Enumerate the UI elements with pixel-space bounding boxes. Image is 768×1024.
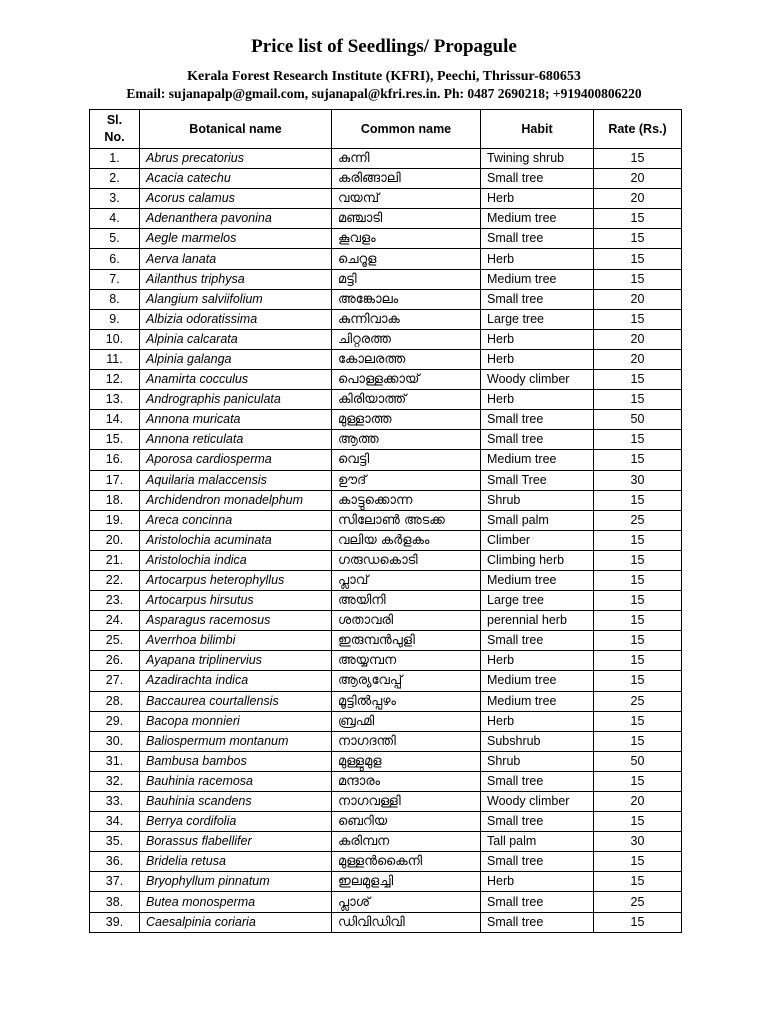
row-habit: Climbing herb: [481, 550, 594, 570]
row-botanical-name: Acacia catechu: [140, 169, 332, 189]
row-habit: Small tree: [481, 812, 594, 832]
contact-line: Email: sujanapalp@gmail.com, sujanapal@kfri.res.in. Ph: 0487 2690218; +919400806220: [126, 86, 642, 101]
row-rate: 15: [594, 530, 682, 550]
row-rate: 25: [594, 691, 682, 711]
table-row: [90, 370, 682, 390]
row-rate: 15: [594, 229, 682, 249]
row-sl-number: 13.: [90, 390, 140, 410]
row-botanical-name: Areca concinna: [140, 510, 332, 530]
row-botanical-name: Adenanthera pavonina: [140, 209, 332, 229]
row-common-name: മഞ്ചാടി: [332, 209, 481, 229]
row-habit: Small tree: [481, 229, 594, 249]
row-rate: 15: [594, 852, 682, 872]
row-rate: 25: [594, 510, 682, 530]
row-sl-number: 35.: [90, 832, 140, 852]
row-common-name: കുന്നി: [332, 149, 481, 169]
row-rate: 15: [594, 209, 682, 229]
row-botanical-name: Borassus flabellifer: [140, 832, 332, 852]
row-habit: Small tree: [481, 289, 594, 309]
row-sl-number: 30.: [90, 731, 140, 751]
row-common-name: വലിയ കർളകം: [332, 530, 481, 550]
row-botanical-name: Annona reticulata: [140, 430, 332, 450]
table-row: [90, 329, 682, 349]
row-common-name: മൂട്ടിൽപ്പഴം: [332, 691, 481, 711]
row-sl-number: 1.: [90, 149, 140, 169]
row-botanical-name: Averrhoa bilimbi: [140, 631, 332, 651]
row-common-name: ചെറൂള: [332, 249, 481, 269]
row-rate: 15: [594, 370, 682, 390]
row-habit: Climber: [481, 530, 594, 550]
row-botanical-name: Aristolochia acuminata: [140, 530, 332, 550]
row-habit: Medium tree: [481, 691, 594, 711]
row-habit: Herb: [481, 249, 594, 269]
row-rate: 15: [594, 591, 682, 611]
row-habit: Large tree: [481, 309, 594, 329]
row-habit: Shrub: [481, 751, 594, 771]
row-habit: Large tree: [481, 591, 594, 611]
row-botanical-name: Caesalpinia coriaria: [140, 912, 332, 932]
row-rate: 30: [594, 832, 682, 852]
row-rate: 15: [594, 390, 682, 410]
row-habit: Herb: [481, 711, 594, 731]
row-common-name: ബെറിയ: [332, 812, 481, 832]
table-row: [90, 872, 682, 892]
row-common-name: പ്ലാവ്: [332, 570, 481, 590]
table-row: [90, 309, 682, 329]
row-common-name: വെട്ടി: [332, 450, 481, 470]
row-botanical-name: Azadirachta indica: [140, 671, 332, 691]
table-row: [90, 510, 682, 530]
row-botanical-name: Bryophyllum pinnatum: [140, 872, 332, 892]
table-row: [90, 189, 682, 209]
row-common-name: ഇലമുളച്ചി: [332, 872, 481, 892]
table-row: [90, 711, 682, 731]
row-botanical-name: Baccaurea courtallensis: [140, 691, 332, 711]
table-row: [90, 651, 682, 671]
row-habit: Woody climber: [481, 370, 594, 390]
row-rate: 15: [594, 711, 682, 731]
row-sl-number: 37.: [90, 872, 140, 892]
row-common-name: അങ്കോലം: [332, 289, 481, 309]
row-sl-number: 29.: [90, 711, 140, 731]
row-rate: 15: [594, 309, 682, 329]
row-botanical-name: Butea monosperma: [140, 892, 332, 912]
row-sl-number: 10.: [90, 329, 140, 349]
row-sl-number: 2.: [90, 169, 140, 189]
row-habit: Tall palm: [481, 832, 594, 852]
row-botanical-name: Abrus precatorius: [140, 149, 332, 169]
row-common-name: ആര്യവേപ്പ്: [332, 671, 481, 691]
row-common-name: മുള്ളുമുള: [332, 751, 481, 771]
row-common-name: കരിമ്പന: [332, 832, 481, 852]
row-sl-number: 23.: [90, 591, 140, 611]
table-row: [90, 169, 682, 189]
row-common-name: കുന്നിവാക: [332, 309, 481, 329]
row-habit: Woody climber: [481, 792, 594, 812]
row-sl-number: 31.: [90, 751, 140, 771]
row-common-name: കോലരത്ത: [332, 349, 481, 369]
page-title: Price list of Seedlings/ Propagule: [251, 36, 517, 57]
row-rate: 15: [594, 631, 682, 651]
row-botanical-name: Aerva lanata: [140, 249, 332, 269]
row-common-name: പൊള്ളക്കായ്: [332, 370, 481, 390]
table-row: [90, 812, 682, 832]
table-row: [90, 530, 682, 550]
row-botanical-name: Andrographis paniculata: [140, 390, 332, 410]
row-botanical-name: Anamirta cocculus: [140, 370, 332, 390]
row-habit: Small palm: [481, 510, 594, 530]
row-habit: Small tree: [481, 771, 594, 791]
row-sl-number: 6.: [90, 249, 140, 269]
row-sl-number: 21.: [90, 550, 140, 570]
row-botanical-name: Alangium salviifolium: [140, 289, 332, 309]
row-sl-number: 32.: [90, 771, 140, 791]
row-rate: 15: [594, 611, 682, 631]
row-rate: 25: [594, 892, 682, 912]
row-habit: Small tree: [481, 892, 594, 912]
row-common-name: മന്ദാരം: [332, 771, 481, 791]
table-row: [90, 209, 682, 229]
row-sl-number: 34.: [90, 812, 140, 832]
table-row: [90, 591, 682, 611]
row-sl-number: 4.: [90, 209, 140, 229]
row-sl-number: 8.: [90, 289, 140, 309]
row-common-name: മുള്ളൻകൈനി: [332, 852, 481, 872]
row-habit: Herb: [481, 651, 594, 671]
row-rate: 20: [594, 289, 682, 309]
row-rate: 15: [594, 490, 682, 510]
row-sl-number: 3.: [90, 189, 140, 209]
row-sl-number: 17.: [90, 470, 140, 490]
row-common-name: അയിനി: [332, 591, 481, 611]
row-habit: Twining shrub: [481, 149, 594, 169]
row-common-name: നാഗവള്ളി: [332, 792, 481, 812]
row-rate: 20: [594, 329, 682, 349]
table-row: [90, 430, 682, 450]
row-rate: 15: [594, 149, 682, 169]
table-row: [90, 269, 682, 289]
row-botanical-name: Bauhinia scandens: [140, 792, 332, 812]
table-row: [90, 289, 682, 309]
table-row: [90, 149, 682, 169]
row-sl-number: 33.: [90, 792, 140, 812]
table-row: [90, 671, 682, 691]
row-rate: 20: [594, 189, 682, 209]
row-habit: Small tree: [481, 410, 594, 430]
row-botanical-name: Alpinia calcarata: [140, 329, 332, 349]
row-sl-number: 11.: [90, 349, 140, 369]
row-common-name: ചിറ്റരത്ത: [332, 329, 481, 349]
col-header-common: Common name: [332, 110, 481, 149]
row-rate: 50: [594, 410, 682, 430]
row-botanical-name: Ailanthus triphysa: [140, 269, 332, 289]
row-habit: Small tree: [481, 852, 594, 872]
row-botanical-name: Artocarpus heterophyllus: [140, 570, 332, 590]
row-botanical-name: Baliospermum montanum: [140, 731, 332, 751]
row-sl-number: 19.: [90, 510, 140, 530]
row-common-name: ബ്രഹ്മി: [332, 711, 481, 731]
row-rate: 15: [594, 651, 682, 671]
row-common-name: മുള്ളാത്ത: [332, 410, 481, 430]
row-common-name: ആത്ത: [332, 430, 481, 450]
row-sl-number: 15.: [90, 430, 140, 450]
row-habit: perennial herb: [481, 611, 594, 631]
row-botanical-name: Albizia odoratissima: [140, 309, 332, 329]
row-habit: Herb: [481, 390, 594, 410]
row-rate: 15: [594, 731, 682, 751]
row-botanical-name: Berrya cordifolia: [140, 812, 332, 832]
row-sl-number: 16.: [90, 450, 140, 470]
row-rate: 15: [594, 269, 682, 289]
table-row: [90, 751, 682, 771]
row-sl-number: 18.: [90, 490, 140, 510]
row-common-name: നാഗദന്തി: [332, 731, 481, 751]
row-common-name: വയമ്പ്: [332, 189, 481, 209]
table-row: [90, 349, 682, 369]
row-habit: Medium tree: [481, 450, 594, 470]
row-habit: Small Tree: [481, 470, 594, 490]
row-habit: Subshrub: [481, 731, 594, 751]
table-row: [90, 631, 682, 651]
row-common-name: ശതാവരി: [332, 611, 481, 631]
row-botanical-name: Ayapana triplinervius: [140, 651, 332, 671]
row-botanical-name: Annona muricata: [140, 410, 332, 430]
row-common-name: കാട്ടുക്കൊന്ന: [332, 490, 481, 510]
row-botanical-name: Artocarpus hirsutus: [140, 591, 332, 611]
row-common-name: അയ്യമ്പന: [332, 651, 481, 671]
row-rate: 15: [594, 430, 682, 450]
row-habit: Herb: [481, 329, 594, 349]
row-sl-number: 38.: [90, 892, 140, 912]
row-habit: Small tree: [481, 169, 594, 189]
col-header-rate: Rate (Rs.): [594, 110, 682, 149]
row-sl-number: 20.: [90, 530, 140, 550]
row-habit: Herb: [481, 189, 594, 209]
row-botanical-name: Aporosa cardiosperma: [140, 450, 332, 470]
row-common-name: പ്ലാശ്: [332, 892, 481, 912]
table-row: [90, 852, 682, 872]
table-row: [90, 550, 682, 570]
row-botanical-name: Alpinia galanga: [140, 349, 332, 369]
row-rate: 20: [594, 349, 682, 369]
row-sl-number: 22.: [90, 570, 140, 590]
table-row: [90, 771, 682, 791]
row-habit: Medium tree: [481, 269, 594, 289]
row-rate: 15: [594, 570, 682, 590]
row-sl-number: 9.: [90, 309, 140, 329]
row-common-name: കരിങ്ങാലി: [332, 169, 481, 189]
table-row: [90, 792, 682, 812]
price-table: [89, 109, 682, 933]
table-row: [90, 912, 682, 932]
col-header-botanical: Botanical name: [140, 110, 332, 149]
row-sl-number: 24.: [90, 611, 140, 631]
row-habit: Medium tree: [481, 671, 594, 691]
row-sl-number: 14.: [90, 410, 140, 430]
row-rate: 50: [594, 751, 682, 771]
row-rate: 15: [594, 872, 682, 892]
row-sl-number: 26.: [90, 651, 140, 671]
row-rate: 15: [594, 771, 682, 791]
institute-line: Kerala Forest Research Institute (KFRI), Peechi, Thrissur-680653: [187, 69, 581, 84]
row-sl-number: 5.: [90, 229, 140, 249]
table-row: [90, 390, 682, 410]
row-botanical-name: Archidendron monadelphum: [140, 490, 332, 510]
row-common-name: കിരിയാത്ത്: [332, 390, 481, 410]
col-header-sl: Sl. No.: [90, 110, 140, 149]
table-row: [90, 490, 682, 510]
row-habit: Small tree: [481, 631, 594, 651]
row-rate: 20: [594, 792, 682, 812]
row-rate: 15: [594, 550, 682, 570]
row-habit: Herb: [481, 872, 594, 892]
table-row: [90, 229, 682, 249]
table-row: [90, 691, 682, 711]
table-row: [90, 410, 682, 430]
row-sl-number: 36.: [90, 852, 140, 872]
row-rate: 20: [594, 169, 682, 189]
row-botanical-name: Aquilaria malaccensis: [140, 470, 332, 490]
row-common-name: കൂവളം: [332, 229, 481, 249]
table-row: [90, 611, 682, 631]
row-habit: Medium tree: [481, 209, 594, 229]
row-habit: Small tree: [481, 912, 594, 932]
row-botanical-name: Bridelia retusa: [140, 852, 332, 872]
table-row: [90, 450, 682, 470]
row-botanical-name: Aristolochia indica: [140, 550, 332, 570]
row-common-name: ഡിവിഡിവി: [332, 912, 481, 932]
row-rate: 15: [594, 671, 682, 691]
row-common-name: ഗരുഡകൊടി: [332, 550, 481, 570]
row-botanical-name: Asparagus racemosus: [140, 611, 332, 631]
row-rate: 15: [594, 249, 682, 269]
row-habit: Medium tree: [481, 570, 594, 590]
row-common-name: ഊദ്: [332, 470, 481, 490]
row-habit: Shrub: [481, 490, 594, 510]
row-sl-number: 27.: [90, 671, 140, 691]
row-botanical-name: Bambusa bambos: [140, 751, 332, 771]
row-botanical-name: Aegle marmelos: [140, 229, 332, 249]
row-habit: Herb: [481, 349, 594, 369]
table-row: [90, 832, 682, 852]
table-row: [90, 731, 682, 751]
col-header-habit: Habit: [481, 110, 594, 149]
table-row: [90, 570, 682, 590]
table-row: [90, 892, 682, 912]
table-row: [90, 470, 682, 490]
row-botanical-name: Acorus calamus: [140, 189, 332, 209]
table-row: [90, 249, 682, 269]
row-botanical-name: Bauhinia racemosa: [140, 771, 332, 791]
row-habit: Small tree: [481, 430, 594, 450]
table-header-row: [90, 110, 682, 149]
row-rate: 15: [594, 812, 682, 832]
row-rate: 30: [594, 470, 682, 490]
row-sl-number: 28.: [90, 691, 140, 711]
row-common-name: സിലോൺ അടക്ക: [332, 510, 481, 530]
row-common-name: ഇരുമ്പൻപുളി: [332, 631, 481, 651]
row-sl-number: 7.: [90, 269, 140, 289]
row-sl-number: 25.: [90, 631, 140, 651]
row-botanical-name: Bacopa monnieri: [140, 711, 332, 731]
row-rate: 15: [594, 912, 682, 932]
row-sl-number: 12.: [90, 370, 140, 390]
row-sl-number: 39.: [90, 912, 140, 932]
row-common-name: മട്ടി: [332, 269, 481, 289]
row-rate: 15: [594, 450, 682, 470]
